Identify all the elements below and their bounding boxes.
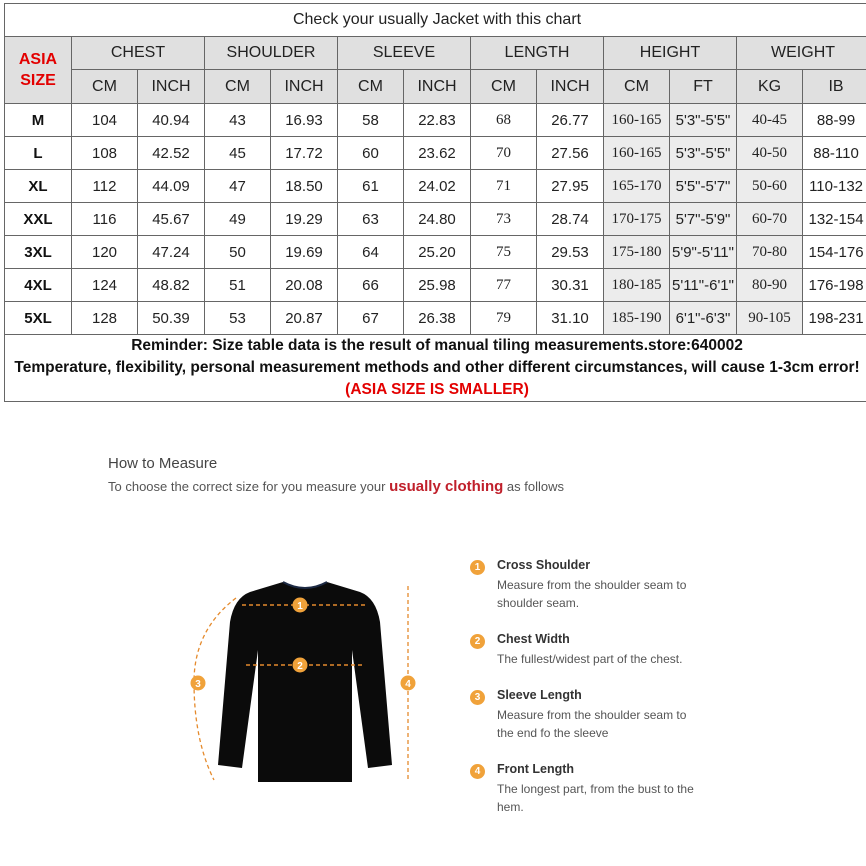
marker-1	[293, 598, 308, 613]
size-cell: 128	[72, 302, 138, 335]
size-cell: 73	[471, 203, 537, 236]
svg-text:1: 1	[297, 601, 303, 612]
size-cell: 20.08	[271, 269, 338, 302]
size-cell: 116	[72, 203, 138, 236]
size-cell: 40-50	[737, 137, 803, 170]
reminder-line-2	[5, 357, 866, 401]
size-cell: 28.74	[537, 203, 604, 236]
size-cell: 53	[205, 302, 271, 335]
size-cell: 20.87	[271, 302, 338, 335]
size-cell: 79	[471, 302, 537, 335]
size-cell: 48.82	[138, 269, 205, 302]
size-label: 3XL	[5, 236, 72, 269]
number-badge: 3	[470, 690, 485, 705]
how-to-measure-title: How to Measure	[108, 455, 218, 472]
asia-size-header: ASIA SIZE	[5, 37, 72, 104]
size-cell: 5'3"-5'5"	[670, 104, 737, 137]
size-label: L	[5, 137, 72, 170]
size-cell: 23.62	[404, 137, 471, 170]
header-weight: WEIGHT	[737, 37, 866, 70]
size-cell: 71	[471, 170, 537, 203]
reminder-text: Temperature, flexibility, personal measurement methods and other different circumstances, will cause 1-3cm error!	[14, 359, 860, 376]
asia-size-warning: (ASIA SIZE IS SMALLER)	[345, 381, 529, 398]
size-cell: 17.72	[271, 137, 338, 170]
size-cell: 80-90	[737, 269, 803, 302]
size-cell: 132-154	[803, 203, 866, 236]
size-cell: 42.52	[138, 137, 205, 170]
size-cell: 24.80	[404, 203, 471, 236]
size-row	[5, 302, 866, 335]
subtitle-text-end: as follows	[506, 479, 564, 494]
reminder-note	[5, 335, 866, 402]
unit-header: IB	[803, 70, 866, 104]
size-cell: 70-80	[737, 236, 803, 269]
unit-header: CM	[471, 70, 537, 104]
size-cell: 5'5"-5'7"	[670, 170, 737, 203]
size-cell: 29.53	[537, 236, 604, 269]
size-cell: 43	[205, 104, 271, 137]
size-cell: 66	[338, 269, 404, 302]
size-cell: 25.20	[404, 236, 471, 269]
size-label: 4XL	[5, 269, 72, 302]
size-cell: 40.94	[138, 104, 205, 137]
size-cell: 60-70	[737, 203, 803, 236]
size-cell: 27.56	[537, 137, 604, 170]
size-cell: 60	[338, 137, 404, 170]
number-badge: 4	[470, 764, 485, 779]
size-cell: 120	[72, 236, 138, 269]
size-row	[5, 203, 866, 236]
unit-header: FT	[670, 70, 737, 104]
size-cell: 30.31	[537, 269, 604, 302]
item-description: Measure from the shoulder seam to the end fo the sleeve	[497, 708, 687, 740]
size-cell: 26.77	[537, 104, 604, 137]
size-cell: 22.83	[404, 104, 471, 137]
number-badge: 2	[470, 634, 485, 649]
size-cell: 88-110	[803, 137, 866, 170]
item-title: Chest Width	[497, 632, 570, 646]
subtitle-text: To choose the correct size for you measure your	[108, 479, 386, 494]
size-row	[5, 170, 866, 203]
size-cell: 6'1"-6'3"	[670, 302, 737, 335]
size-cell: 44.09	[138, 170, 205, 203]
size-cell: 70	[471, 137, 537, 170]
size-cell: 90-105	[737, 302, 803, 335]
size-cell: 108	[72, 137, 138, 170]
size-cell: 58	[338, 104, 404, 137]
size-cell: 67	[338, 302, 404, 335]
unit-header: INCH	[138, 70, 205, 104]
unit-header: INCH	[271, 70, 338, 104]
item-description: Measure from the shoulder seam to shoulder seam.	[497, 578, 687, 610]
svg-text:2: 2	[297, 661, 303, 672]
size-cell: 25.98	[404, 269, 471, 302]
svg-text:4: 4	[405, 679, 411, 690]
size-row	[5, 104, 866, 137]
size-cell: 165-170	[604, 170, 670, 203]
unit-header: KG	[737, 70, 803, 104]
unit-header: CM	[604, 70, 670, 104]
svg-text:3: 3	[195, 679, 201, 690]
size-cell: 160-165	[604, 104, 670, 137]
size-cell: 40-45	[737, 104, 803, 137]
size-cell: 47	[205, 170, 271, 203]
marker-2	[293, 658, 308, 673]
size-cell: 26.38	[404, 302, 471, 335]
unit-header: CM	[338, 70, 404, 104]
chart-title: Check your usually Jacket with this chart	[5, 4, 866, 37]
header-length: LENGTH	[471, 37, 604, 70]
size-cell: 124	[72, 269, 138, 302]
size-cell: 50.39	[138, 302, 205, 335]
size-cell: 64	[338, 236, 404, 269]
size-cell: 63	[338, 203, 404, 236]
marker-3	[191, 676, 206, 691]
unit-header: INCH	[537, 70, 604, 104]
size-cell: 24.02	[404, 170, 471, 203]
size-cell: 176-198	[803, 269, 866, 302]
size-label: M	[5, 104, 72, 137]
size-cell: 112	[72, 170, 138, 203]
header-shoulder: SHOULDER	[205, 37, 338, 70]
size-cell: 5'9"-5'11"	[670, 236, 737, 269]
size-cell: 180-185	[604, 269, 670, 302]
size-cell: 185-190	[604, 302, 670, 335]
size-cell: 45.67	[138, 203, 205, 236]
subtitle-highlight: usually clothing	[389, 478, 504, 495]
unit-header: CM	[72, 70, 138, 104]
marker-4	[401, 676, 416, 691]
size-cell: 104	[72, 104, 138, 137]
size-chart-table	[4, 3, 866, 402]
item-description: The fullest/widest part of the chest.	[497, 652, 683, 666]
header-chest: CHEST	[72, 37, 205, 70]
size-cell: 61	[338, 170, 404, 203]
size-row	[5, 137, 866, 170]
size-cell: 19.69	[271, 236, 338, 269]
item-title: Front Length	[497, 762, 575, 776]
size-cell: 160-165	[604, 137, 670, 170]
size-label: 5XL	[5, 302, 72, 335]
reminder-line: Reminder: Size table data is the result of manual tiling measurements.store:640002	[131, 337, 743, 354]
size-cell: 5'11"-6'1"	[670, 269, 737, 302]
size-cell: 16.93	[271, 104, 338, 137]
size-cell: 154-176	[803, 236, 866, 269]
long-sleeve-shirt-diagram	[180, 570, 430, 805]
size-cell: 51	[205, 269, 271, 302]
size-cell: 75	[471, 236, 537, 269]
shirt-shape	[218, 582, 392, 782]
item-title: Sleeve Length	[497, 688, 582, 702]
unit-header: CM	[205, 70, 271, 104]
size-cell: 50-60	[737, 170, 803, 203]
size-cell: 110-132	[803, 170, 866, 203]
size-cell: 175-180	[604, 236, 670, 269]
unit-header: INCH	[404, 70, 471, 104]
item-description: The longest part, from the bust to the hem.	[497, 782, 694, 814]
size-cell: 77	[471, 269, 537, 302]
header-height: HEIGHT	[604, 37, 737, 70]
size-cell: 88-99	[803, 104, 866, 137]
size-cell: 198-231	[803, 302, 866, 335]
size-cell: 5'7"-5'9"	[670, 203, 737, 236]
number-badge: 1	[470, 560, 485, 575]
size-label: XXL	[5, 203, 72, 236]
size-cell: 45	[205, 137, 271, 170]
size-cell: 50	[205, 236, 271, 269]
size-row	[5, 236, 866, 269]
header-sleeve: SLEEVE	[338, 37, 471, 70]
size-cell: 18.50	[271, 170, 338, 203]
size-cell: 47.24	[138, 236, 205, 269]
how-to-measure-subtitle	[108, 478, 564, 495]
size-cell: 170-175	[604, 203, 670, 236]
size-cell: 68	[471, 104, 537, 137]
size-cell: 49	[205, 203, 271, 236]
size-cell: 19.29	[271, 203, 338, 236]
item-title: Cross Shoulder	[497, 558, 591, 572]
size-cell: 31.10	[537, 302, 604, 335]
size-label: XL	[5, 170, 72, 203]
size-cell: 27.95	[537, 170, 604, 203]
size-cell: 5'3"-5'5"	[670, 137, 737, 170]
size-row	[5, 269, 866, 302]
